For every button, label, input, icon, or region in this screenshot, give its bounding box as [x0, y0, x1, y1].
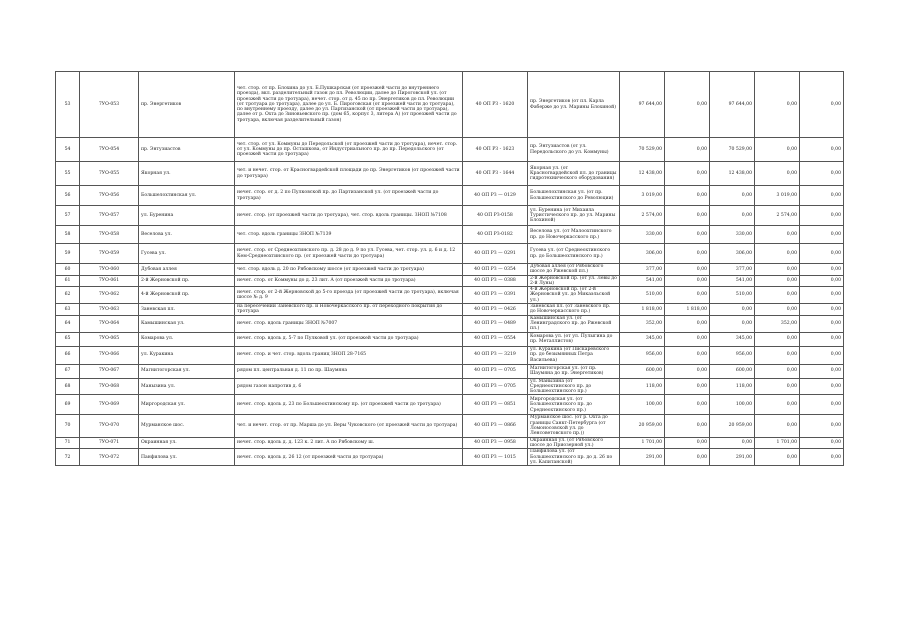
object-code-cell: 7УО-070	[80, 415, 139, 437]
object-code-cell: 7УО-066	[80, 346, 139, 364]
street-bounds-cell: ул. Буренина (от Михаила Туристического пр. до ул. Марины Блохиной)	[528, 206, 620, 226]
category-2-area-cell: 97 644,00	[710, 72, 755, 138]
street-name-cell: Якорная ул.	[139, 162, 235, 186]
category-3-area-cell: 0,00	[755, 378, 800, 395]
category-2-area-cell: 291,00	[710, 449, 755, 466]
category-3-area-cell: 0,00	[755, 395, 800, 415]
registry-code-cell: 40 ОП РЗ - 1644	[463, 162, 528, 186]
category-3-area-cell: 0,00	[755, 287, 800, 304]
category-2-area-cell: 330,00	[710, 226, 755, 244]
category-1-area-cell: 0,00	[665, 437, 710, 449]
area-description-cell: нечет. стор. и чет. стор. вдоль границ ЗНОП 28-7165	[235, 346, 463, 364]
street-bounds-cell: Дубовая аллея (от Рябовского шоссе до Ржевской пл.)	[528, 264, 620, 276]
row-number-cell: 70	[56, 415, 80, 437]
street-bounds-cell: ул. Куракина (от Пискаревского пр. до безымянных Петра Васильева)	[528, 346, 620, 364]
registry-code-cell: 40 ОП РЗ — 0391	[463, 287, 528, 304]
table-row	[56, 186, 844, 206]
category-2-area-cell: 100,00	[710, 395, 755, 415]
street-bounds-cell: Миргородская ул. (от Большеохтинского пр. до Среднеохтинского пр.)	[528, 395, 620, 415]
table-row	[56, 304, 844, 316]
object-code-cell: 7УО-056	[80, 186, 139, 206]
row-number-cell: 59	[56, 244, 80, 264]
row-number-cell: 64	[56, 315, 80, 332]
total-area-cell: 1 818,00	[620, 304, 665, 316]
row-number-cell: 61	[56, 275, 80, 287]
category-1-area-cell: 0,00	[665, 364, 710, 378]
street-name-cell: пр. Энергетиков	[139, 72, 235, 138]
total-area-cell: 541,00	[620, 275, 665, 287]
category-3-area-cell: 1 701,00	[755, 437, 800, 449]
table-row	[56, 72, 844, 138]
category-1-area-cell: 0,00	[665, 287, 710, 304]
street-bounds-cell: пр. Энтузиастов (от ул. Передольского до ул. Коммуны)	[528, 138, 620, 162]
row-number-cell: 63	[56, 304, 80, 316]
table-row	[56, 378, 844, 395]
category-2-area-cell: 541,00	[710, 275, 755, 287]
row-number-cell: 68	[56, 378, 80, 395]
category-4-area-cell: 0,00	[800, 206, 844, 226]
area-description-cell: нечет. стор. от Среднеохтинского пр. д. 28 до д. 9 по ул. Гусева, чет. стор. ул. д. 6 и д. 12 Кем-Среднеохтинского пр. (от проезжей части до тротуара)	[235, 244, 463, 264]
category-4-area-cell: 0,00	[800, 346, 844, 364]
object-code-cell: 7УО-065	[80, 332, 139, 346]
category-1-area-cell: 0,00	[665, 346, 710, 364]
street-name-cell: Панфилова ул.	[139, 449, 235, 466]
street-bounds-cell: Мурманское шос. (от р. Охта до границы Санкт-Петербурга (от Ломоносовской ул. до Ленсоветовского пр.))	[528, 415, 620, 437]
category-4-area-cell: 0,00	[800, 264, 844, 276]
category-1-area-cell: 0,00	[665, 226, 710, 244]
category-3-area-cell: 0,00	[755, 364, 800, 378]
registry-code-cell: 40 ОП РЗ — 3219	[463, 346, 528, 364]
category-1-area-cell: 0,00	[665, 449, 710, 466]
category-2-area-cell: 20 959,00	[710, 415, 755, 437]
category-3-area-cell: 2 574,00	[755, 206, 800, 226]
category-2-area-cell: 306,00	[710, 244, 755, 264]
object-code-cell: 7УО-064	[80, 315, 139, 332]
total-area-cell: 306,00	[620, 244, 665, 264]
table-row	[56, 275, 844, 287]
registry-code-cell: 40 ОП РЗ — 0129	[463, 186, 528, 206]
category-4-area-cell: 0,00	[800, 287, 844, 304]
category-2-area-cell: 118,00	[710, 378, 755, 395]
category-1-area-cell: 0,00	[665, 264, 710, 276]
street-bounds-cell: Комарова ул. (от ул. Пулыгина до пр. Металлистов)	[528, 332, 620, 346]
area-description-cell: нечет. стор. (от проезжей части до тротуара), чет. стор. вдоль границы. ЗНОП №7108	[235, 206, 463, 226]
category-1-area-cell: 0,00	[665, 72, 710, 138]
category-4-area-cell: 0,00	[800, 226, 844, 244]
registry-code-cell: 40 ОП РЗ-0182	[463, 226, 528, 244]
street-bounds-cell: 2-й Жерновской пр. (от ул. Лёвы до 2-й Луны)	[528, 275, 620, 287]
street-bounds-cell: пр. Энергетиков (от пл. Карла Фаберже до ул. Марины Блохиной)	[528, 72, 620, 138]
street-bounds-cell: Заневская пл. (от Заневского пр. до Новочеркасского пр.)	[528, 304, 620, 316]
category-2-area-cell: 0,00	[710, 315, 755, 332]
area-description-cell: нечет. стор. от Коммуны до д. 23 лит. А (от проезжей части до тротуара)	[235, 275, 463, 287]
table-row	[56, 206, 844, 226]
registry-code-cell: 40 ОП РЗ — 1015	[463, 449, 528, 466]
street-bounds-cell: Якорная ул. (от Красногвардейской пл. до границы гидротехнического оборудования)	[528, 162, 620, 186]
object-code-cell: 7УО-071	[80, 437, 139, 449]
total-area-cell: 352,00	[620, 315, 665, 332]
category-3-area-cell: 0,00	[755, 162, 800, 186]
category-1-area-cell: 0,00	[665, 315, 710, 332]
category-1-area-cell: 0,00	[665, 138, 710, 162]
street-name-cell: ул. Куракина	[139, 346, 235, 364]
area-description-cell: рядом газон напротив д. 6	[235, 378, 463, 395]
category-4-area-cell: 0,00	[800, 186, 844, 206]
row-number-cell: 65	[56, 332, 80, 346]
street-name-cell: пр. Энтузиастов	[139, 138, 235, 162]
total-area-cell: 1 701,00	[620, 437, 665, 449]
table-row	[56, 315, 844, 332]
area-description-cell: нечет. стор. вдоль д. д. 123 к. 2 лит. А по Рябовскому ш.	[235, 437, 463, 449]
street-name-cell: Комарова ул.	[139, 332, 235, 346]
street-name-cell: Окраинная ул.	[139, 437, 235, 449]
row-number-cell: 67	[56, 364, 80, 378]
category-3-area-cell: 0,00	[755, 72, 800, 138]
total-area-cell: 600,00	[620, 364, 665, 378]
category-1-area-cell: 0,00	[665, 162, 710, 186]
area-description-cell: чет. стор. вдоль границы ЗНОП №7139	[235, 226, 463, 244]
table-row	[56, 415, 844, 437]
row-number-cell: 69	[56, 395, 80, 415]
registry-code-cell: 40 ОП РЗ - 1620	[463, 72, 528, 138]
category-2-area-cell: 956,00	[710, 346, 755, 364]
category-1-area-cell: 0,00	[665, 395, 710, 415]
category-1-area-cell: 1 818,00	[665, 304, 710, 316]
row-number-cell: 53	[56, 72, 80, 138]
area-description-cell: чет. стор. от пр. Блохина до ул. Б.Пушкарская (от проезжей части до внутреннего проезда), вкл. разделительный газон до пл. Революции, далее до Пироговской ул. (от проезжей части до тротуара), нечет. стор. от д. 45 по пр. Энергетиков до пл. Революции (от тротуара до тротуара), далее до ул. Б. Пироговская (от проезжей части до тротуара), по внутреннему проезду, далее до ул. Партизанской (от проезжей части до тротуара), далее от р. Охта до Зиновьевского пр. (дом 65, корпус 3, литера А) (от проезжей части до тротуара, включая разделительный газон)	[235, 72, 463, 138]
category-4-area-cell: 0,00	[800, 364, 844, 378]
street-name-cell: Миргородская ул.	[139, 395, 235, 415]
category-4-area-cell: 0,00	[800, 315, 844, 332]
table-row	[56, 449, 844, 466]
registry-code-cell: 40 ОП РЗ — 0291	[463, 244, 528, 264]
total-area-cell: 70 529,00	[620, 138, 665, 162]
category-1-area-cell: 0,00	[665, 275, 710, 287]
table-row	[56, 437, 844, 449]
table-row	[56, 226, 844, 244]
area-description-cell: чет. и нечет. стор. от пр. Марша до ул. Веры Чуковского (от проезжей части до тротуара)	[235, 415, 463, 437]
total-area-cell: 12 438,00	[620, 162, 665, 186]
category-2-area-cell: 70 529,00	[710, 138, 755, 162]
total-area-cell: 3 019,00	[620, 186, 665, 206]
area-description-cell: на пересечении Заневского пр. и Новочеркасского пр. от переходного покрытия до тротуара	[235, 304, 463, 316]
row-number-cell: 57	[56, 206, 80, 226]
total-area-cell: 956,00	[620, 346, 665, 364]
table-row	[56, 364, 844, 378]
road-maintenance-table	[55, 71, 844, 466]
street-bounds-cell: Веселова ул. (от Малоохтинского пр. до Новочеркасского пр.)	[528, 226, 620, 244]
category-1-area-cell: 0,00	[665, 186, 710, 206]
object-code-cell: 7УО-055	[80, 162, 139, 186]
total-area-cell: 2 574,00	[620, 206, 665, 226]
category-3-area-cell: 0,00	[755, 449, 800, 466]
category-2-area-cell: 345,00	[710, 332, 755, 346]
category-2-area-cell: 0,00	[710, 206, 755, 226]
table-row	[56, 287, 844, 304]
total-area-cell: 345,00	[620, 332, 665, 346]
area-description-cell: нечет. стор. вдоль д. 26 12 (от проезжей части до тротуара)	[235, 449, 463, 466]
street-bounds-cell: Панфилова ул. (от Большеохтинского пр. до д. 26 по ул. Капитанской)	[528, 449, 620, 466]
registry-code-cell: 40 ОП РЗ — 0554	[463, 332, 528, 346]
object-code-cell: 7УО-060	[80, 264, 139, 276]
category-4-area-cell: 0,00	[800, 138, 844, 162]
object-code-cell: 7УО-069	[80, 395, 139, 415]
category-4-area-cell: 0,00	[800, 304, 844, 316]
object-code-cell: 7УО-072	[80, 449, 139, 466]
area-description-cell: чет. и нечет. стор. от Красногвардейской площади до пр. Энергетиков (от проезжей части до тротуара)	[235, 162, 463, 186]
object-code-cell: 7УО-053	[80, 72, 139, 138]
registry-code-cell: 40 ОП РЗ — 0354	[463, 264, 528, 276]
row-number-cell: 72	[56, 449, 80, 466]
category-4-area-cell: 0,00	[800, 275, 844, 287]
object-code-cell: 7УО-057	[80, 206, 139, 226]
object-code-cell: 7УО-068	[80, 378, 139, 395]
street-bounds-cell: Большелохтинская ул. (от пр. Большеохтинского до Революции)	[528, 186, 620, 206]
category-4-area-cell: 0,00	[800, 72, 844, 138]
table-row	[56, 244, 844, 264]
street-name-cell: Камышинская ул.	[139, 315, 235, 332]
category-3-area-cell: 3 019,00	[755, 186, 800, 206]
registry-code-cell: 40 ОП РЗ — 0489	[463, 315, 528, 332]
street-name-cell: Магнитогорская ул.	[139, 364, 235, 378]
row-number-cell: 71	[56, 437, 80, 449]
table-body	[56, 72, 844, 466]
area-description-cell: рядом пл. центральная д. 11 по пр. Шаумяна	[235, 364, 463, 378]
category-4-area-cell: 0,00	[800, 395, 844, 415]
registry-code-cell: 40 ОП РЗ — 0866	[463, 415, 528, 437]
area-description-cell: чет. стор. от ул. Коммуны до Передольской (от проезжей части до тротуара), нечет. стор. от ул. Коммуны до пр. Осташкова, от Индустриального пр. до пр. Передольского (от проезжей части до тротуара)	[235, 138, 463, 162]
category-3-area-cell: 352,00	[755, 315, 800, 332]
area-description-cell: нечет. стор. от 2-й Жерновской до 5-го проезда (от проезжей части до тротуара), включая шоссе № д. 9	[235, 287, 463, 304]
registry-code-cell: 40 ОП РЗ — 0958	[463, 437, 528, 449]
registry-code-cell: 40 ОП РЗ — 0388	[463, 275, 528, 287]
total-area-cell: 118,00	[620, 378, 665, 395]
category-3-area-cell: 0,00	[755, 332, 800, 346]
object-code-cell: 7УО-059	[80, 244, 139, 264]
category-2-area-cell: 0,00	[710, 186, 755, 206]
total-area-cell: 100,00	[620, 395, 665, 415]
table-row	[56, 162, 844, 186]
street-bounds-cell: 4-й Жерновской пр. (от 2-й Жерновской ул. до Микаэльской ул.)	[528, 287, 620, 304]
object-code-cell: 7УО-061	[80, 275, 139, 287]
street-bounds-cell: Магнитогорская ул. (от пр. Шаумяна до пр. Энергетиков)	[528, 364, 620, 378]
category-4-area-cell: 0,00	[800, 449, 844, 466]
category-3-area-cell: 0,00	[755, 138, 800, 162]
category-2-area-cell: 0,00	[710, 437, 755, 449]
street-bounds-cell: Гусева ул. (от Среднеохтинского пр. до Большеохтинского пр.)	[528, 244, 620, 264]
street-name-cell: 2-й Жерновской пр.	[139, 275, 235, 287]
category-3-area-cell: 0,00	[755, 264, 800, 276]
row-number-cell: 60	[56, 264, 80, 276]
street-name-cell: Манызина ул.	[139, 378, 235, 395]
row-number-cell: 54	[56, 138, 80, 162]
row-number-cell: 56	[56, 186, 80, 206]
registry-code-cell: 40 ОП РЗ — 0851	[463, 395, 528, 415]
area-description-cell: нечет. стор. вдоль д. 5-7 по Пулковой ул. (от проезжей части до тротуара)	[235, 332, 463, 346]
category-2-area-cell: 377,00	[710, 264, 755, 276]
category-2-area-cell: 600,00	[710, 364, 755, 378]
category-2-area-cell: 510,00	[710, 287, 755, 304]
street-name-cell: ул. Буренина	[139, 206, 235, 226]
object-code-cell: 7УО-062	[80, 287, 139, 304]
category-1-area-cell: 0,00	[665, 415, 710, 437]
category-1-area-cell: 0,00	[665, 332, 710, 346]
area-description-cell: чет. стор. вдоль д. 20 по Рябовскому шоссе (от проезжей части до тротуара)	[235, 264, 463, 276]
street-bounds-cell: ул. Манызина (от Среднеохтинского пр. до Большеохтинского пр.)	[528, 378, 620, 395]
row-number-cell: 62	[56, 287, 80, 304]
table-row	[56, 138, 844, 162]
category-3-area-cell: 0,00	[755, 226, 800, 244]
street-bounds-cell: Камышинская ул. (от Ленинградского пр. до Ржевской пл.)	[528, 315, 620, 332]
registry-code-cell: 40 ОП РЗ - 1623	[463, 138, 528, 162]
total-area-cell: 20 959,00	[620, 415, 665, 437]
category-1-area-cell: 0,00	[665, 378, 710, 395]
category-4-area-cell: 0,00	[800, 415, 844, 437]
street-name-cell: Заневская пл.	[139, 304, 235, 316]
object-code-cell: 7УО-067	[80, 364, 139, 378]
category-3-area-cell: 0,00	[755, 244, 800, 264]
category-2-area-cell: 12 438,00	[710, 162, 755, 186]
area-description-cell: нечет. стор. от д. 2 по Пулковской пр. до Партизанской ул. (от проезжей части до тротуара)	[235, 186, 463, 206]
category-1-area-cell: 0,00	[665, 206, 710, 226]
category-1-area-cell: 0,00	[665, 244, 710, 264]
street-name-cell: 4-й Жерновской пр.	[139, 287, 235, 304]
area-description-cell: нечет. стор. вдоль д. 23 по Большеохтинскому пр. (от проезжей части до тротуара)	[235, 395, 463, 415]
row-number-cell: 66	[56, 346, 80, 364]
category-4-area-cell: 0,00	[800, 437, 844, 449]
registry-code-cell: 40 ОП РЗ — 0705	[463, 364, 528, 378]
total-area-cell: 97 644,00	[620, 72, 665, 138]
object-code-cell: 7УО-054	[80, 138, 139, 162]
category-4-area-cell: 0,00	[800, 162, 844, 186]
category-4-area-cell: 0,00	[800, 378, 844, 395]
category-3-area-cell: 0,00	[755, 275, 800, 287]
registry-code-cell: 40 ОП РЗ — 0426	[463, 304, 528, 316]
total-area-cell: 510,00	[620, 287, 665, 304]
category-4-area-cell: 0,00	[800, 332, 844, 346]
street-bounds-cell: Окраинная ул. (от Рябовского шоссе до Приозерной ул.)	[528, 437, 620, 449]
street-name-cell: Мурманское шос.	[139, 415, 235, 437]
area-description-cell: нечет. стор. вдоль границы ЗНОП №7007	[235, 315, 463, 332]
total-area-cell: 291,00	[620, 449, 665, 466]
category-3-area-cell: 0,00	[755, 346, 800, 364]
table-row	[56, 395, 844, 415]
table-row	[56, 332, 844, 346]
registry-code-cell: 40 ОП РЗ-0158	[463, 206, 528, 226]
total-area-cell: 377,00	[620, 264, 665, 276]
object-code-cell: 7УО-058	[80, 226, 139, 244]
category-3-area-cell: 0,00	[755, 304, 800, 316]
row-number-cell: 55	[56, 162, 80, 186]
street-name-cell: Большелохтинская ул.	[139, 186, 235, 206]
category-2-area-cell: 0,00	[710, 304, 755, 316]
street-name-cell: Гусева ул.	[139, 244, 235, 264]
row-number-cell: 58	[56, 226, 80, 244]
category-4-area-cell: 0,00	[800, 244, 844, 264]
street-name-cell: Дубовая аллея	[139, 264, 235, 276]
total-area-cell: 330,00	[620, 226, 665, 244]
table-row	[56, 346, 844, 364]
registry-code-cell: 40 ОП РЗ — 0705	[463, 378, 528, 395]
category-3-area-cell: 0,00	[755, 415, 800, 437]
object-code-cell: 7УО-063	[80, 304, 139, 316]
street-name-cell: Веселова ул.	[139, 226, 235, 244]
table-row	[56, 264, 844, 276]
